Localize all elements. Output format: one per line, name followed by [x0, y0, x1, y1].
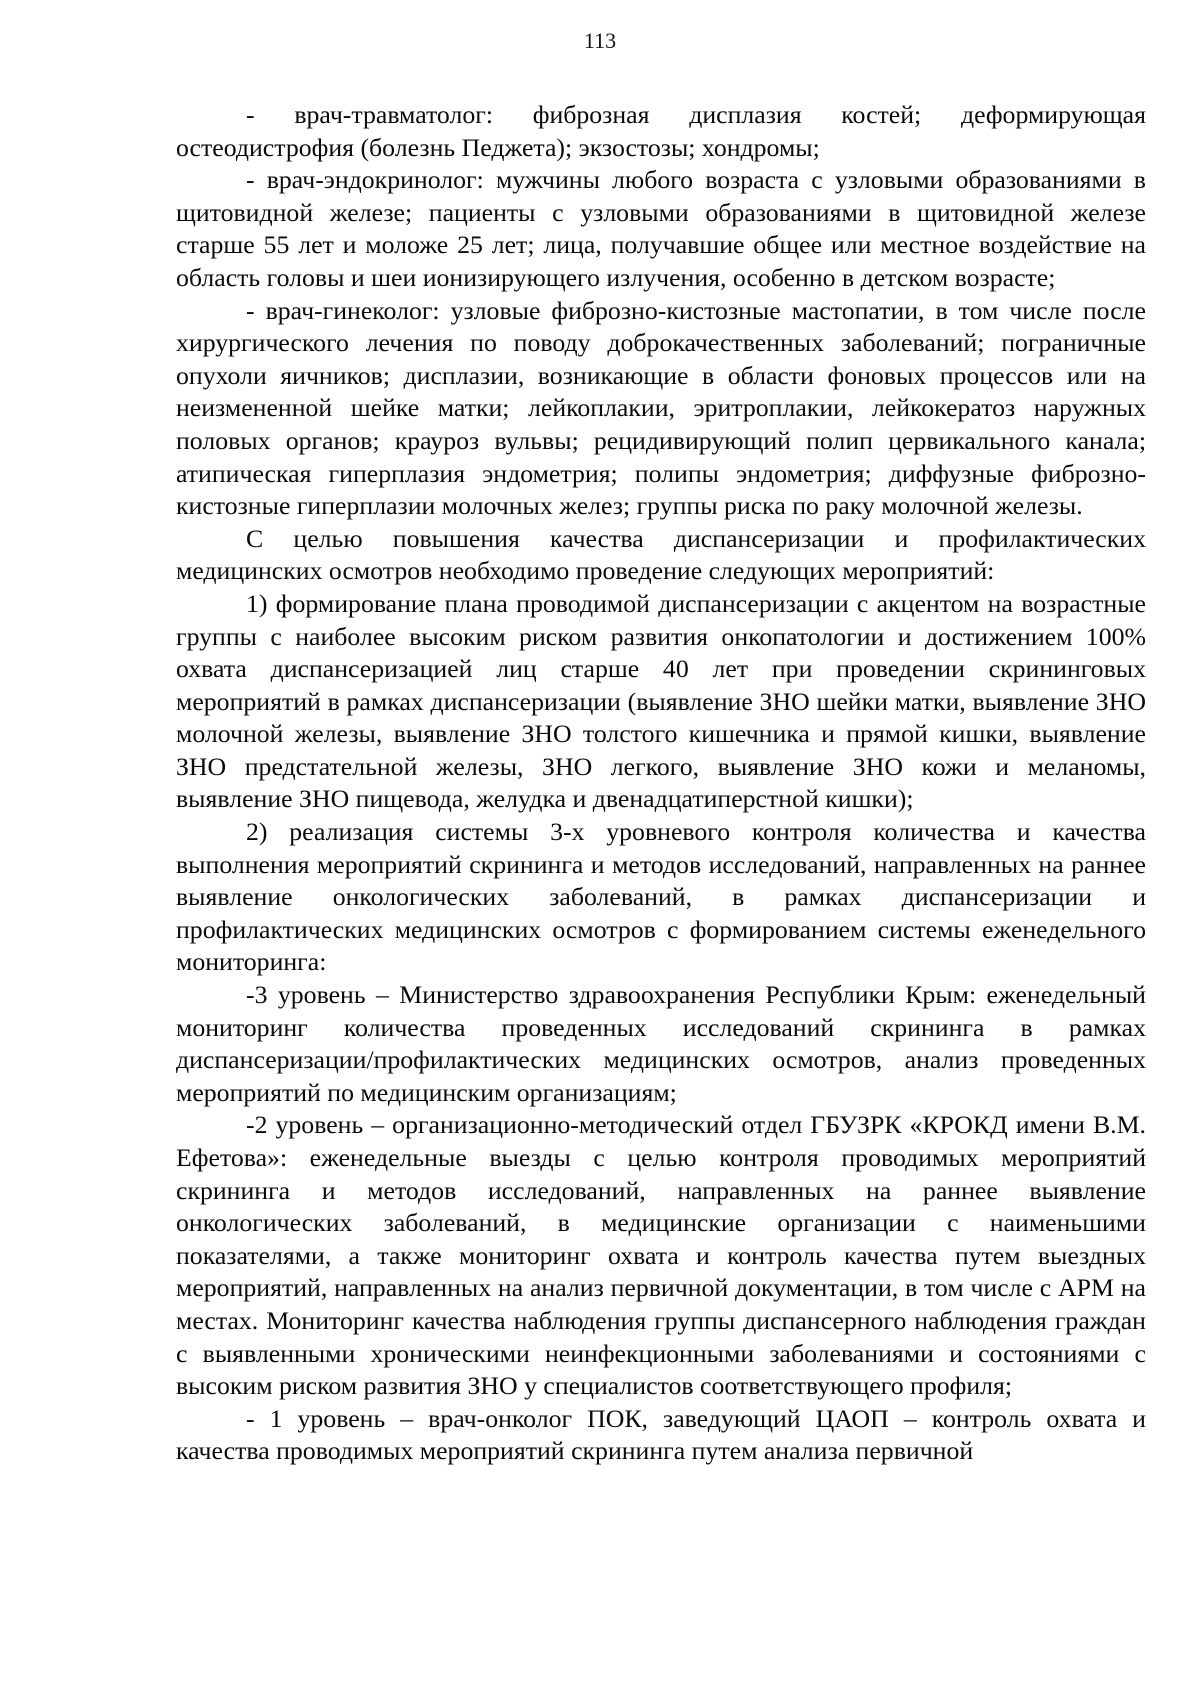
paragraph-measure-2: 2) реализация системы 3-х уровневого контроля количества и качества выполнения мероприятий скрининга и методов исследований, направленных на раннее выявление онкологических заболеваний, в рамках диспансеризации и профилактических медицинских осмотров с формированием системы еженедельного мониторинга:	[176, 817, 1146, 977]
paragraph-gynecologist: - врач-гинеколог: узловые фиброзно-кистозные мастопатии, в том числе после хирургического лечения по поводу доброкачественных заболеваний; пограничные опухоли яичников; дисплазии, возникающие в области фоновых процессов или на неизмененной шейке матки; лейкоплакии, эритроплакии, лейкокератоз наружных половых органов; крауроз вульвы; рецидивирующий полип цервикального канала; атипическая гиперплазия эндометрия; полипы эндометрия; диффузные фиброзно-кистозные гиперплазии молочных желез; группы риска по раку молочной железы.	[176, 295, 1146, 521]
paragraph-endocrinologist: - врач-эндокринолог: мужчины любого возраста с узловыми образованиями в щитовидной железе; пациенты с узловыми образованиями в щитовидной железе старше 55 лет и моложе 25 лет; лица, получавшие общее или местное воздействие на область головы и шеи ионизирующего излучения, особенно в детском возрасте;	[176, 165, 1146, 292]
paragraph-measure-1: 1) формирование плана проводимой диспансеризации с акцентом на возрастные группы с наиболее высоким риском развития онкопатологии и достижением 100% охвата диспансеризацией лиц старше 40 лет при проведении скрининговых мероприятий в рамках диспансеризации (выявление ЗНО шейки матки, выявление ЗНО молочной железы, выявление ЗНО толстого кишечника и прямой кишки, выявление ЗНО предстательной железы, ЗНО легкого, выявление ЗНО кожи и меланомы, выявление ЗНО пищевода, желудка и двенадцатиперстной кишки);	[176, 588, 1146, 814]
paragraph-level-1: - 1 уровень – врач-онколог ПОК, заведующий ЦАОП – контроль охвата и качества проводимых мероприятий скрининга путем анализа первичной	[176, 1403, 1146, 1466]
paragraph-traumatologist: - врач-травматолог: фиброзная дисплазия костей; деформирующая остеодистрофия (болезнь Педжета); экзостозы; хондромы;	[176, 100, 1146, 162]
paragraph-level-3: -3 уровень – Министерство здравоохранения Республики Крым: еженедельный мониторинг количества проведенных исследований скрининга в рамках диспансеризации/профилактических медицинских осмотров, анализ проведенных мероприятий по медицинским организациям;	[176, 980, 1146, 1107]
page-number: 113	[583, 28, 617, 53]
paragraph-intro-measures: С целью повышения качества диспансеризации и профилактических медицинских осмотров необходимо проведение следующих мероприятий:	[176, 523, 1146, 586]
document-body	[176, 99, 1146, 1468]
paragraph-level-2: -2 уровень – организационно-методический отдел ГБУЗРК «КРОКД имени В.М. Ефетова»: еженедельные выезды с целью контроля проводимых мероприятий скрининга и методов исследований, направленных на раннее выявление онкологических заболеваний, в медицинские организации с наименьшими показателями, а также мониторинг охвата и контроль качества путем выездных мероприятий, направленных на анализ первичной документации, в том числе с АРМ на местах. Мониторинг качества наблюдения группы диспансерного наблюдения граждан с выявленными хроническими неинфекционными заболеваниями и состояниями с высоким риском развития ЗНО у специалистов соответствующего профиля;	[176, 1110, 1146, 1401]
